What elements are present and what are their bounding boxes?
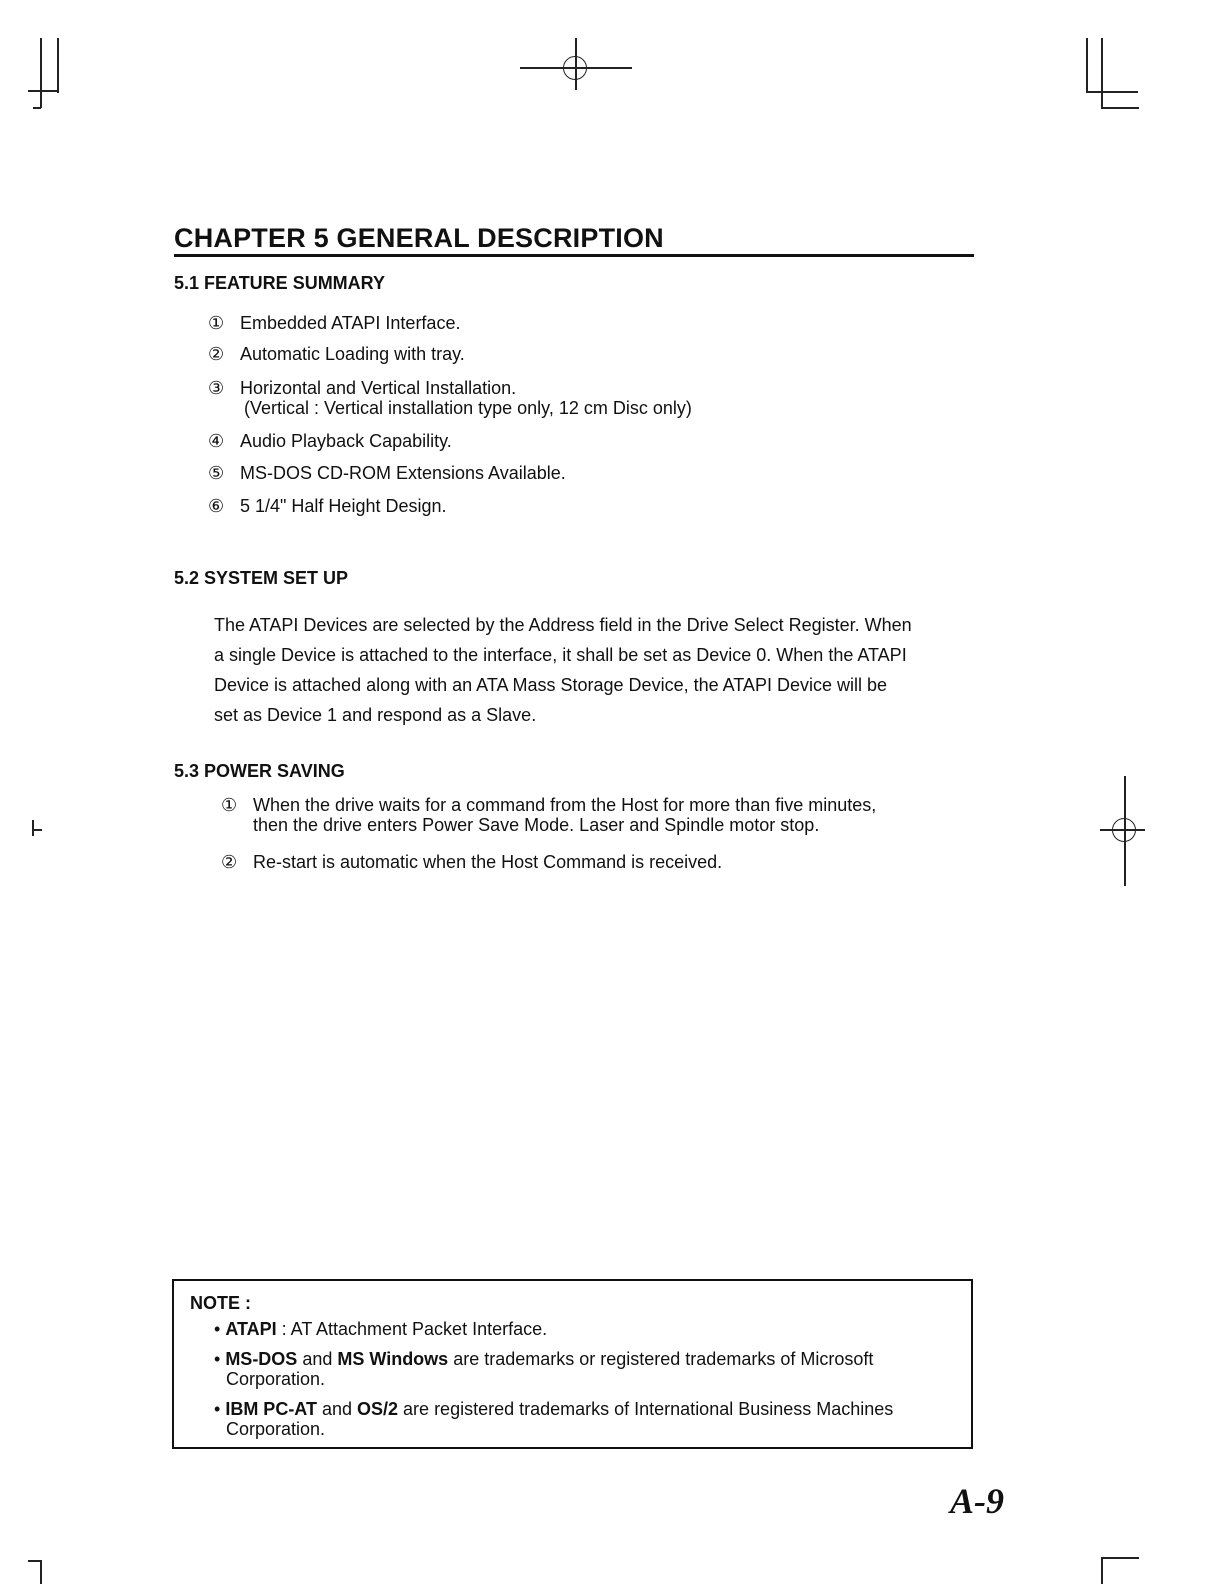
- note-title: NOTE :: [190, 1293, 251, 1313]
- list-item-text: Automatic Loading with tray.: [240, 344, 465, 364]
- note-term: ATAPI: [225, 1319, 277, 1339]
- section-heading-power-saving: 5.3 POWER SAVING: [174, 761, 345, 781]
- note-term: OS/2: [357, 1399, 399, 1419]
- paragraph-line: Device is attached along with an ATA Mass Storage Device, the ATAPI Device will be: [214, 675, 887, 695]
- note-text: are registered trademarks of International Business Machines: [398, 1399, 894, 1419]
- circled-number: ③: [208, 378, 225, 398]
- note-term: MS-DOS: [225, 1349, 298, 1369]
- list-item-text: Horizontal and Vertical Installation.: [240, 378, 517, 398]
- note-text: are trademarks or registered trademarks of Microsoft: [448, 1349, 874, 1369]
- list-item-text-continuation: (Vertical : Vertical installation type only, 12 cm Disc only): [244, 398, 692, 418]
- chapter-title: CHAPTER 5 GENERAL DESCRIPTION: [174, 222, 974, 257]
- list-item-text: Audio Playback Capability.: [240, 431, 452, 451]
- list-item-text: Re-start is automatic when the Host Command is received.: [253, 852, 723, 872]
- circled-number: ①: [208, 313, 225, 333]
- note-text: and: [316, 1399, 358, 1419]
- section-heading-feature-summary: 5.1 FEATURE SUMMARY: [174, 273, 386, 293]
- circled-number: ①: [221, 795, 238, 815]
- note-text: : AT Attachment Packet Interface.: [276, 1319, 548, 1339]
- note-text: and: [297, 1349, 338, 1369]
- paragraph-line: a single Device is attached to the interface, it shall be set as Device 0. When the ATAPI: [214, 645, 907, 665]
- list-item-text: Embedded ATAPI Interface.: [240, 313, 461, 333]
- paragraph-line: The ATAPI Devices are selected by the Address field in the Drive Select Register. When: [214, 615, 912, 635]
- circled-number: ⑥: [208, 496, 225, 516]
- list-item-text: When the drive waits for a command from the Host for more than five minutes,: [253, 795, 877, 815]
- circled-number: ⑤: [208, 463, 225, 483]
- note-item: • MS-DOS and MS Windows are trademarks or registered trademarks of Microsoft Corporation.: [214, 1349, 874, 1389]
- page-number: A-9: [950, 1481, 1004, 1521]
- circled-number: ②: [221, 852, 238, 872]
- note-text-continuation: Corporation.: [226, 1369, 326, 1389]
- note-box: [172, 1279, 973, 1449]
- circled-number: ④: [208, 431, 225, 451]
- note-item: • ATAPI : AT Attachment Packet Interface.: [214, 1319, 548, 1339]
- list-item-text: 5 1/4" Half Height Design.: [240, 496, 447, 516]
- note-term: MS Windows: [337, 1349, 449, 1369]
- note-item: • IBM PC-AT and OS/2 are registered trademarks of International Business Machines Corporation.: [214, 1399, 894, 1439]
- list-item-text-continuation: then the drive enters Power Save Mode. Laser and Spindle motor stop.: [253, 815, 820, 835]
- list-item-text: MS-DOS CD-ROM Extensions Available.: [240, 463, 566, 483]
- paragraph-line: set as Device 1 and respond as a Slave.: [214, 705, 537, 725]
- system-set-up-paragraph: [214, 610, 974, 730]
- circled-number: ②: [208, 344, 225, 364]
- note-text-continuation: Corporation.: [226, 1419, 326, 1439]
- section-heading-system-set-up: 5.2 SYSTEM SET UP: [174, 568, 349, 588]
- note-term: IBM PC-AT: [225, 1399, 317, 1419]
